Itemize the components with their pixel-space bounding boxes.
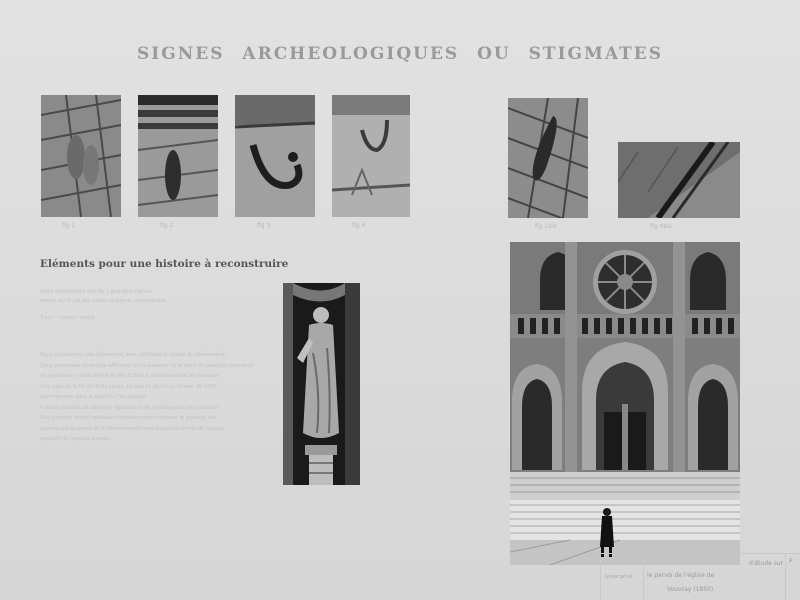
- body-line: pendant de longues années.: [40, 436, 112, 442]
- photo-statue: [283, 283, 360, 485]
- meta-line: Sorte d'empreinte voir fig 1 grandeur nature: [40, 289, 152, 295]
- meta-line: dessin sur le sol des dalles du parvis, dénombrées: [40, 298, 167, 304]
- title-block-divider: [643, 554, 644, 600]
- title-block-line1: le parvis de l'église de: [647, 572, 715, 579]
- board-title: SIGNES ARCHEOLOGIQUES OU STIGMATES: [136, 44, 664, 64]
- body-line: Deux personnes ensemble affirment qu'ils auraient vu la trace du passage comme si: [40, 362, 253, 369]
- meta-line: Trace : contour visible: [40, 315, 95, 321]
- title-block-far-right: P: [789, 558, 793, 565]
- body-text: [40, 350, 280, 445]
- body-line: d'un pied de la fin du XVIIe siècle, tel que l'a décrit un témoin de 1807: [40, 383, 217, 390]
- title-block-right-top: d'étude sur: [749, 560, 784, 567]
- caption-fig-2: fig 2: [160, 222, 174, 229]
- caption-fig-1: fig 1: [62, 222, 76, 229]
- photo-fig-4bis: [618, 142, 740, 218]
- title-block-line2: Vouvray (1850): [667, 586, 714, 593]
- photo-fig-4: [332, 95, 410, 217]
- photo-fig-3: [235, 95, 315, 217]
- body-line: Il serait possible de dater les réparations de ce dallage et son contexte.: [40, 404, 220, 411]
- title-block: [600, 553, 800, 600]
- caption-fig-2bis: fig 2bis: [535, 223, 557, 230]
- title-block-divider-2: [785, 554, 786, 600]
- caption-fig-4: fig 4: [352, 222, 366, 229]
- body-line: Nous ne pourrons pas déterminer avec certitude la nature du phénomène.: [40, 352, 227, 358]
- photo-fig-1: [41, 95, 121, 217]
- body-line: un guérisseur s'était arrêté là vers 0,30m à l'ouest portant les marques: [40, 373, 220, 379]
- caption-fig-3: fig 3: [257, 222, 271, 229]
- body-line: Ceci pourrait fournir quelques indications pour retracer le passage des: [40, 415, 217, 421]
- photo-fig-2: [138, 95, 218, 217]
- photo-fig-2bis: [508, 98, 588, 218]
- section-heading: Eléments pour une histoire à reconstruire: [40, 258, 289, 270]
- body-line: voir mémoire dans la sacristie l'an dernier.: [40, 394, 147, 400]
- body-line: pèlerins sur le parvis et le cheminement vers le portail central de l'église,: [40, 425, 225, 432]
- meta-text: [40, 288, 275, 323]
- caption-fig-4bis: fig 4bis: [650, 223, 672, 230]
- title-block-left: lycée privé: [605, 574, 633, 580]
- photo-cathedral-facade: [510, 242, 740, 565]
